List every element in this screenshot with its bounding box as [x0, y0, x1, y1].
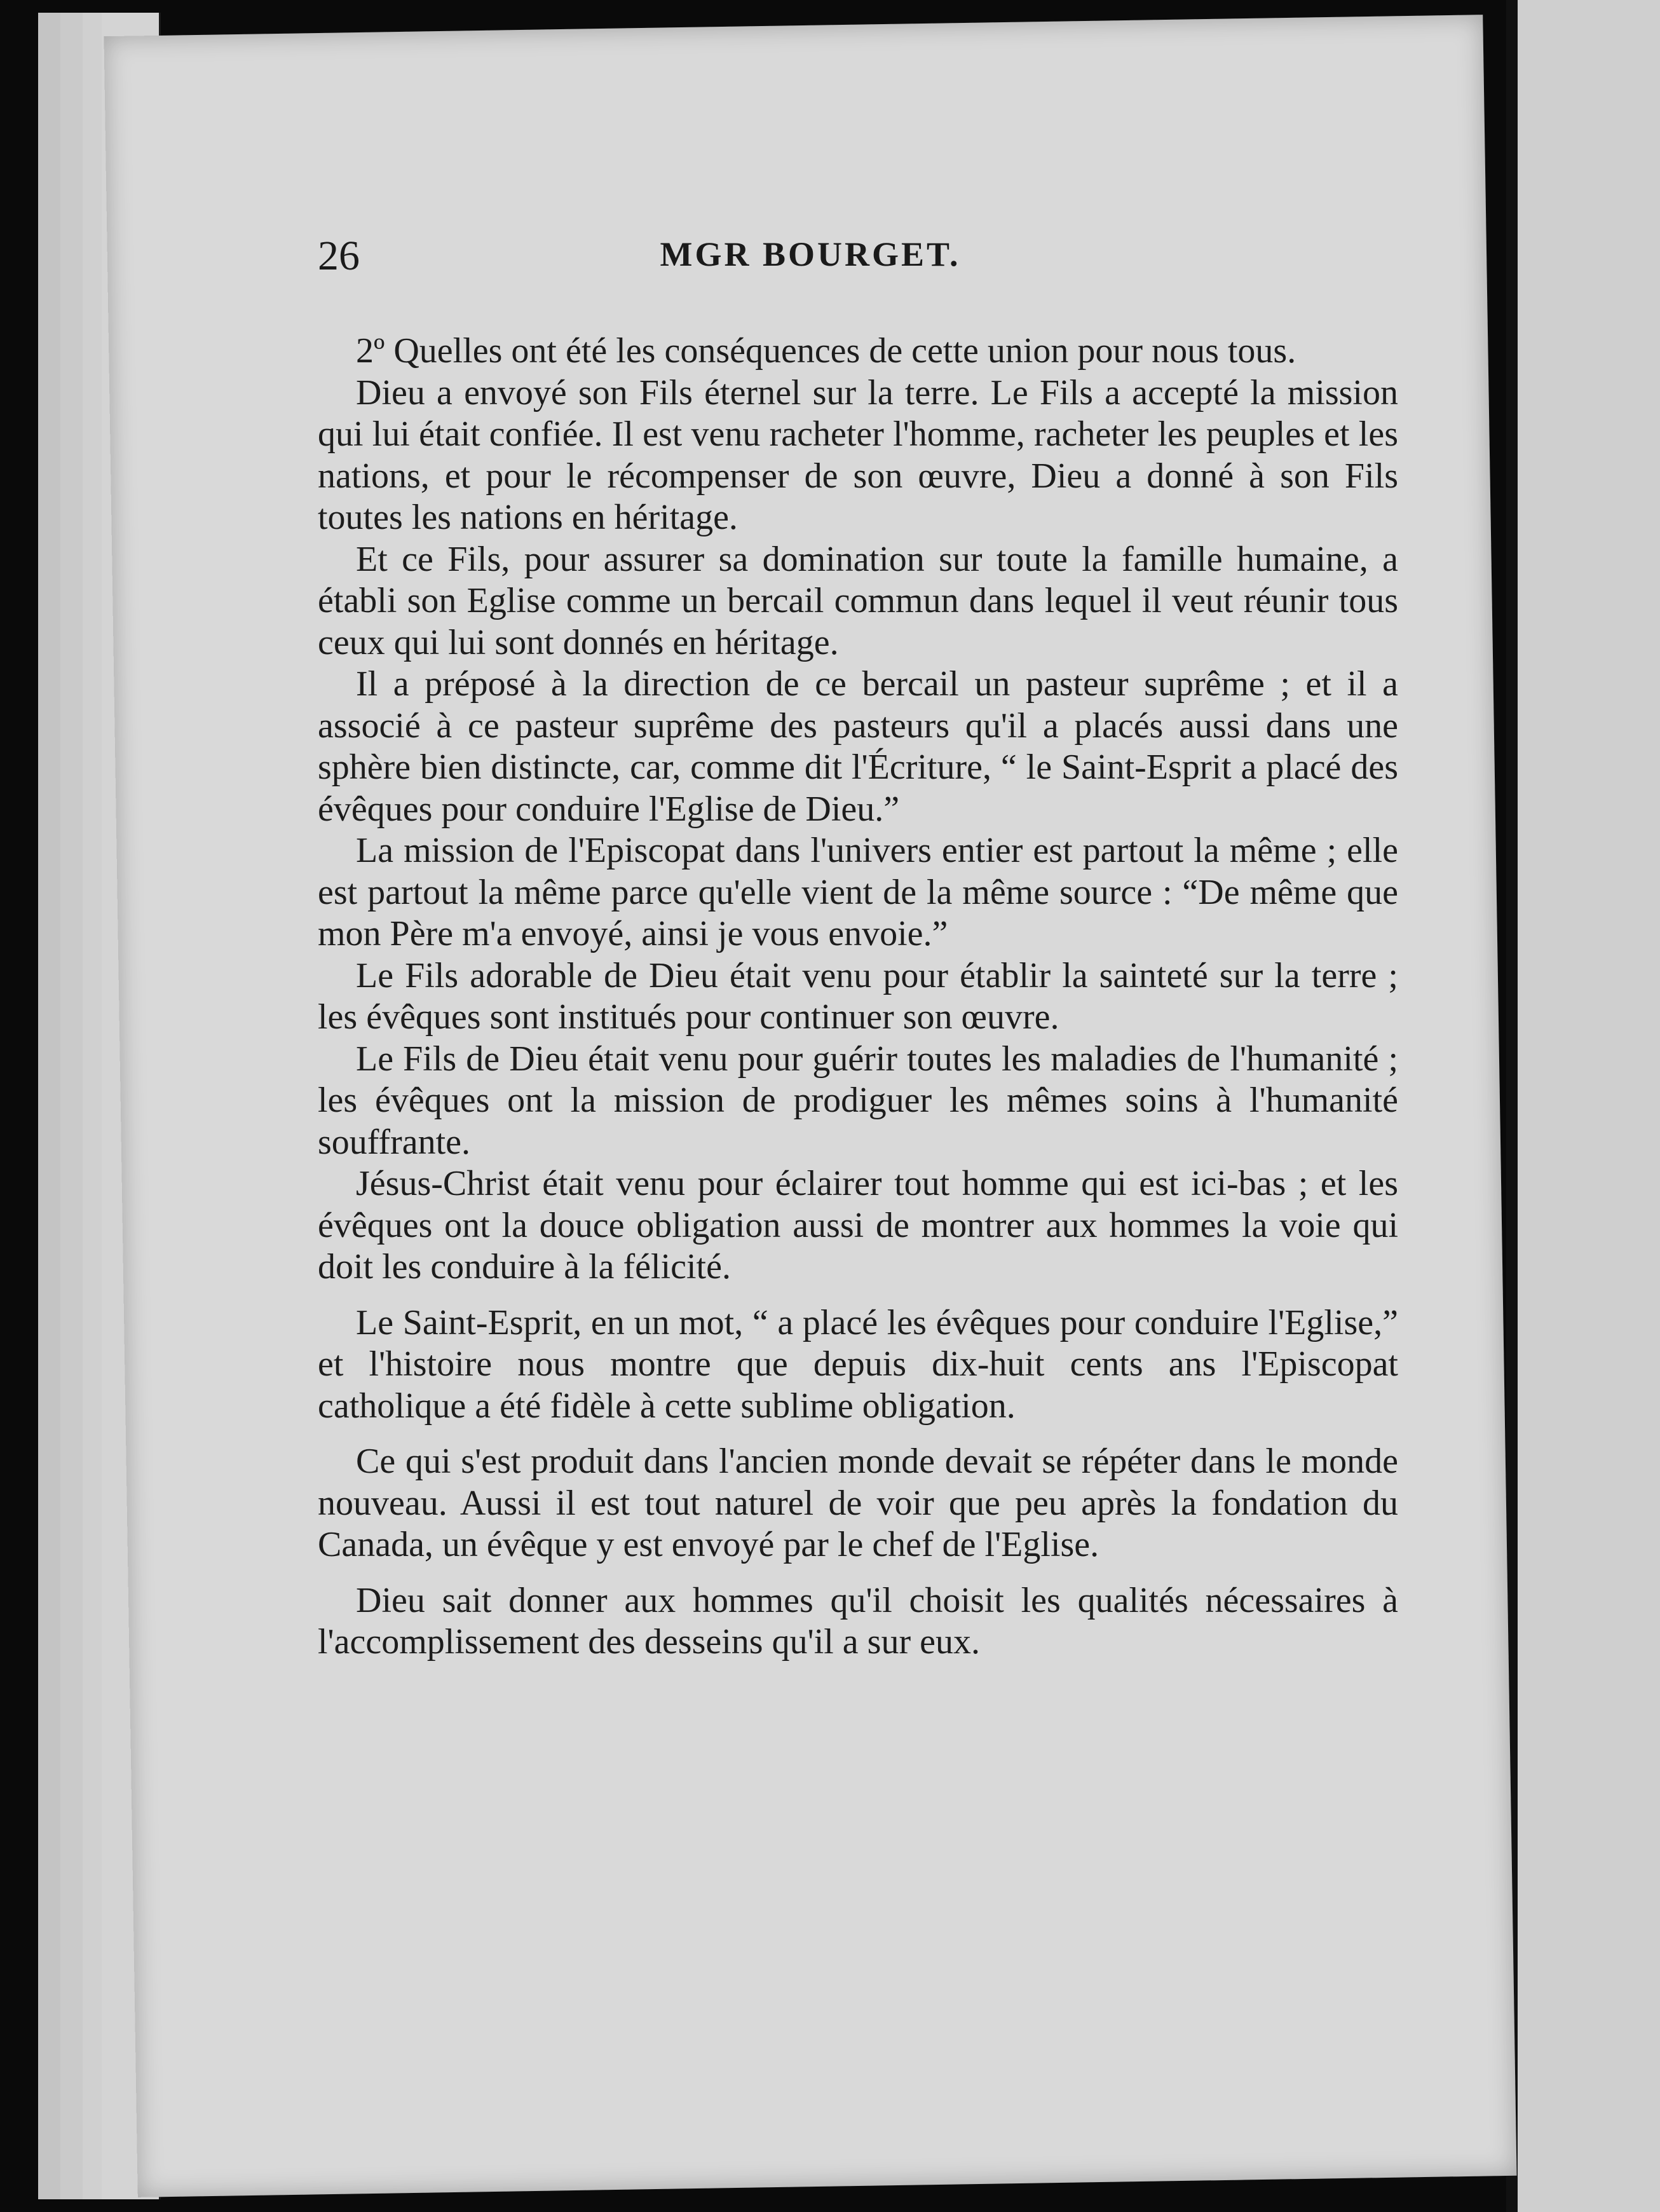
paragraph: Il a préposé à la direction de ce bercail un pasteur suprême ; et il a associé à ce pasteur suprême des pasteurs qu'il a placés aussi dans une sphère bien distincte, car, comme dit l'Écriture, “ le Saint-Esprit a placé des évêques pour conduire l'Eglise de Dieu.”	[318, 664, 1398, 829]
facing-page-edge	[1506, 0, 1660, 2212]
page-header-title: MGR BOURGET.	[660, 235, 961, 273]
body-text	[318, 331, 1398, 1663]
paragraph: Le Fils adorable de Dieu était venu pour établir la sainteté sur la terre ; les évêques sont institués pour continuer son œuvre.	[318, 955, 1398, 1037]
paragraph: Dieu a envoyé son Fils éternel sur la terre. Le Fils a accepté la mission qui lui était confiée. Il est venu racheter l'homme, racheter les peuples et les nations, et pour le récompenser de son œuvre, Dieu a donné à son Fils toutes les nations en héritage.	[318, 372, 1398, 537]
paragraph: Et ce Fils, pour assurer sa domination sur toute la famille humaine, a établi son Eglise comme un bercail commun dans lequel il veut réunir tous ceux qui lui sont donnés en héritage.	[318, 539, 1398, 662]
paragraph: Jésus-Christ était venu pour éclairer tout homme qui est ici-bas ; et les évêques ont la douce obligation aussi de montrer aux hommes la voie qui doit les conduire à la félicité.	[318, 1164, 1398, 1287]
paragraph: Le Fils de Dieu était venu pour guérir toutes les maladies de l'humanité ; les évêques ont la mission de prodiguer les mêmes soins à l'humanité souffrante.	[318, 1039, 1398, 1162]
paragraph: 2º Quelles ont été les conséquences de cette union pour nous tous.	[356, 331, 1296, 371]
running-head	[318, 232, 1303, 289]
paragraph: Dieu sait donner aux hommes qu'il choisit les qualités nécessaires à l'accomplissement des desseins qu'il a sur eux.	[318, 1580, 1398, 1662]
paragraph: Le Saint-Esprit, en un mot, “ a placé les évêques pour conduire l'Eglise,” et l'histoire nous montre que depuis dix-huit cents ans l'Episcopat catholique a été fidèle à cette sublime obligation.	[318, 1302, 1398, 1426]
page-number: 26	[318, 233, 360, 279]
paragraph: Ce qui s'est produit dans l'ancien monde devait se répéter dans le monde nouveau. Aussi il est tout naturel de voir que peu après la fondation du Canada, un évêque y est envoyé par le chef de l'Eglise.	[318, 1442, 1398, 1564]
paragraph: La mission de l'Episcopat dans l'univers entier est partout la même ; elle est partout la même parce qu'elle vient de la même source : “De même que mon Père m'a envoyé, ainsi je vous envoie.”	[318, 831, 1398, 953]
